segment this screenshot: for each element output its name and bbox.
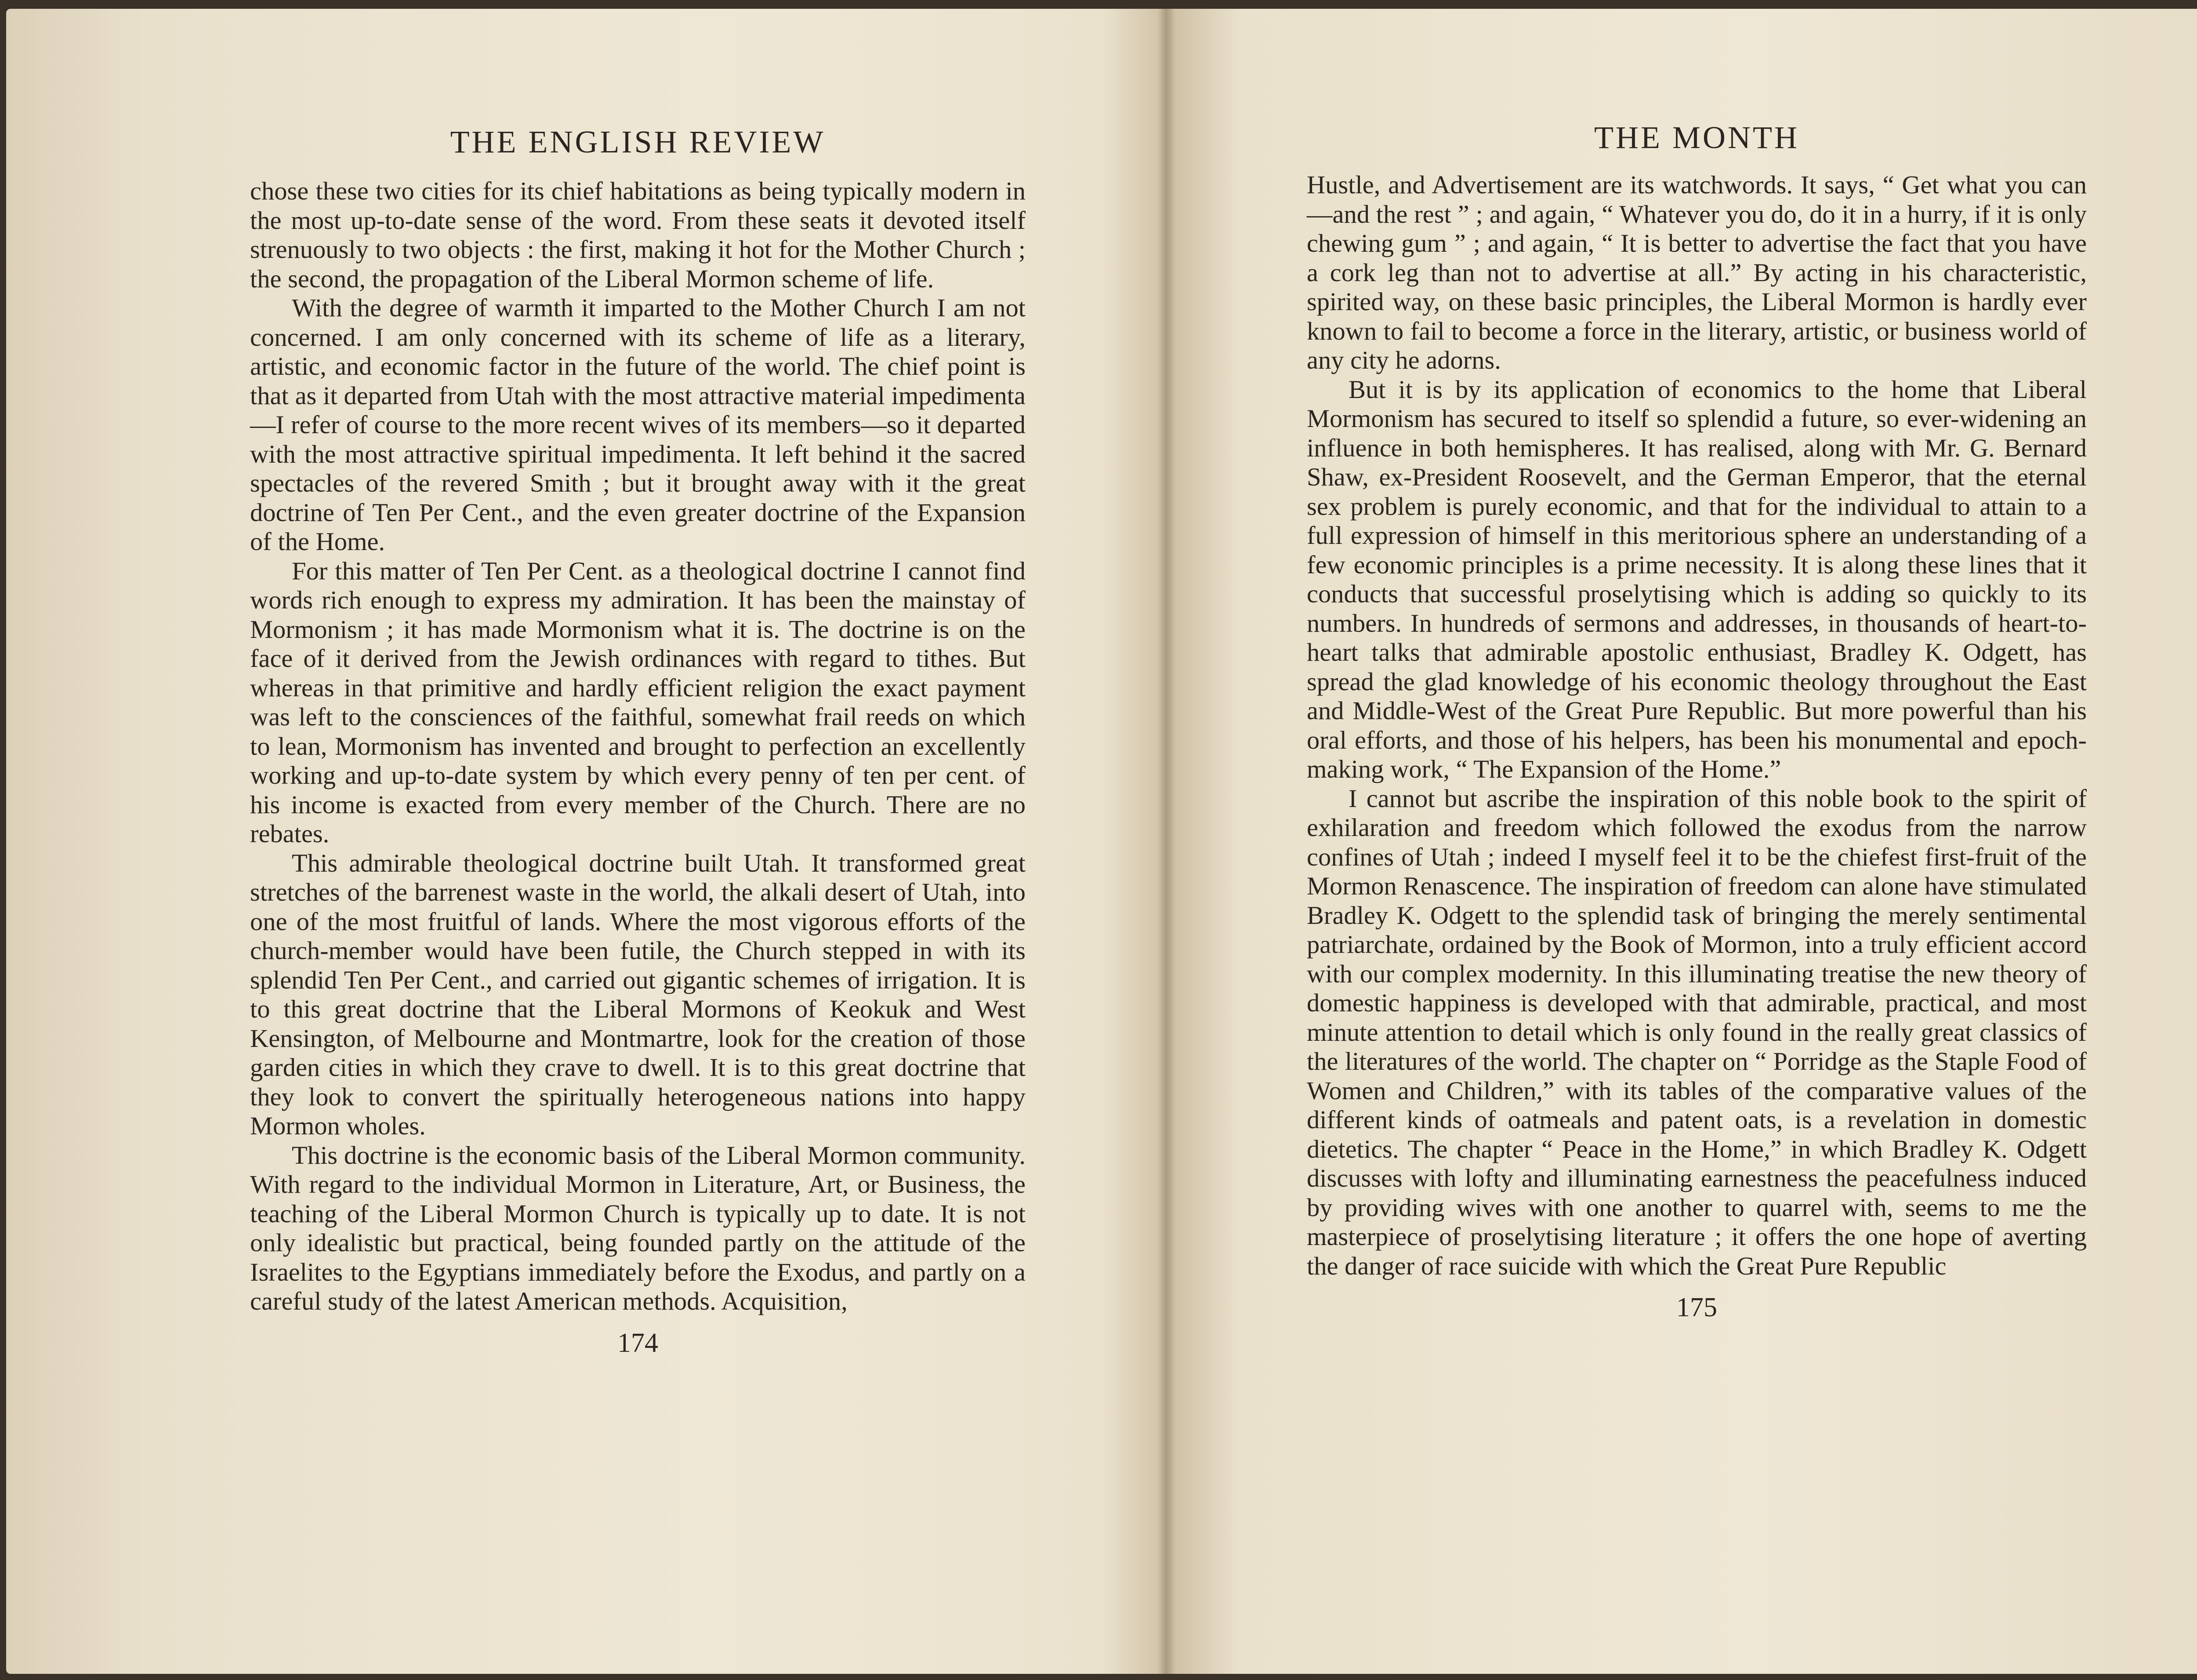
book-gutter <box>1157 9 1175 1674</box>
running-head: THE ENGLISH REVIEW <box>450 124 826 159</box>
paragraph: With the degree of warmth it imparted to the Mother Church I am not concerned. I am only concerned with its scheme of life as a literary, artistic, and economic factor in the future of the world. The chief point is that as it departed from Utah with the most attractive material impedimenta—I refer of course to the more recent wives of its members—so it departed with the most attractive spiritual impedimenta. It left behind it the sacred spectacles of the revered Smith ; but it brought away with it the great doctrine of Ten Per Cent., and the even greater doctrine of the Expansion of the Home. <box>250 293 1026 556</box>
paragraph: For this matter of Ten Per Cent. as a theological doctrine I cannot find words rich enough to express my admiration. It has been the mainstay of Mormonism ; it has made Mormonism what it is. The doctrine is on the face of it derived from the Jewish ordinances with regard to tithes. But whereas in that primitive and hardly efficient religion the exact payment was left to the consciences of the faithful, somewhat frail reeds on which to lean, Mormonism has invented and brought to perfection an excellently working and up-to-date system by which every penny of ten per cent. of his income is exacted from every member of the Church. There are no rebates. <box>250 556 1026 848</box>
paragraph: This admirable theological doctrine built Utah. It transformed great stretches of the barrenest waste in the world, the alkali desert of Utah, into one of the most fruitful of lands. Where the most vigorous efforts of the church-member would have been futile, the Church stepped in with its splendid Ten Per Cent., and carried out gigantic schemes of irrigation. It is to this great doctrine that the Liberal Mormons of Keokuk and West Kensington, of Melbourne and Montmartre, look for the creation of those garden cities in which they crave to dwell. It is to this great doctrine that they look to convert the spiritually heterogeneous nations into happy Mormon wholes. <box>250 848 1026 1140</box>
paragraph: This doctrine is the economic basis of the Liberal Mormon community. With regard to the individual Mormon in Literature, Art, or Business, the teaching of the Liberal Mormon Church is typically up to date. It is not only idealistic but practical, being founded partly on the attitude of the Israelites to the Egyptians immediately before the Exodus, and partly on a careful study of the latest American methods. Acquisition, <box>250 1141 1026 1315</box>
paragraph: But it is by its application of economics to the home that Liberal Mormonism has secured to itself so splendid a future, so ever-widening an influence in both hemispheres. It has realised, along with Mr. G. Bernard Shaw, ex-President Roosevelt, and the German Emperor, that the eternal sex problem is purely economic, and that for the individual to attain to a full expression of himself in this meritorious sphere an understanding of a few economic principles is a prime necessity. It is along these lines that it conducts that successful proselytising which is adding so quickly to its numbers. In hundreds of sermons and addresses, in thousands of heart-to-heart talks that admirable apostolic enthusiast, Bradley K. Odgett, has spread the glad knowledge of his economic theology throughout the East and Middle-West of the Great Pure Republic. But more powerful than his oral efforts, and those of his helpers, has been his monumental and epoch-making work, “ The Expansion of the Home.” <box>1307 375 2087 783</box>
page-number: 175 <box>1676 1293 1717 1322</box>
paragraph: Hustle, and Advertisement are its watchwords. It says, “ Get what you can—and the rest ” ; and again, “ Whatever you do, do it in a hurry, if it is only chewing gum ” ; and again, “ It is better to advertise the fact that you have a cork leg than not to advertise at all.” By acting in his characteristic, spirited way, on these basic principles, the Liberal Mormon is hardly ever known to fail to become a force in the literary, artistic, or business world of any city he adorns. <box>1307 170 2087 374</box>
page-number: 174 <box>617 1328 658 1358</box>
paragraph: I cannot but ascribe the inspiration of this noble book to the spirit of exhilaration and freedom which followed the exodus from the narrow confines of Utah ; indeed I myself feel it to be the chiefest first-fruit of the Mormon Renascence. The inspiration of freedom can alone have stimulated Bradley K. Odgett to the splendid task of bringing the merely sentimental patriarchate, ordained by the Book of Mormon, into a truly efficient accord with our complex modernity. In this illuminating treatise the new theory of domestic happiness is developed with that admirable, practical, and most minute attention to detail which is only found in the really great classics of the literatures of the world. The chapter on “ Porridge as the Staple Food of Women and Children,” with its tables of the comparative values of the different kinds of oatmeals and patent oats, is a revelation in domestic dietetics. The chapter “ Peace in the Home,” in which Bradley K. Odgett discusses with lofty and illuminating earnestness the peacefulness induced by providing wives with one another to quarrel with, seems to me the masterpiece of proselytising literature ; it offers the one hope of averting the danger of race suicide with which the Great Pure Republic <box>1307 784 2087 1280</box>
running-head: THE MONTH <box>1594 120 1799 155</box>
book-spread <box>6 9 2197 1674</box>
paragraph: chose these two cities for its chief habitations as being typically modern in the most up-to-date sense of the word. From these seats it devoted itself strenuously to two objects : the first, making it hot for the Mother Church ; the second, the propagation of the Liberal Mormon scheme of life. <box>250 177 1026 293</box>
left-page <box>250 123 1026 1359</box>
right-page <box>1307 119 2087 1323</box>
